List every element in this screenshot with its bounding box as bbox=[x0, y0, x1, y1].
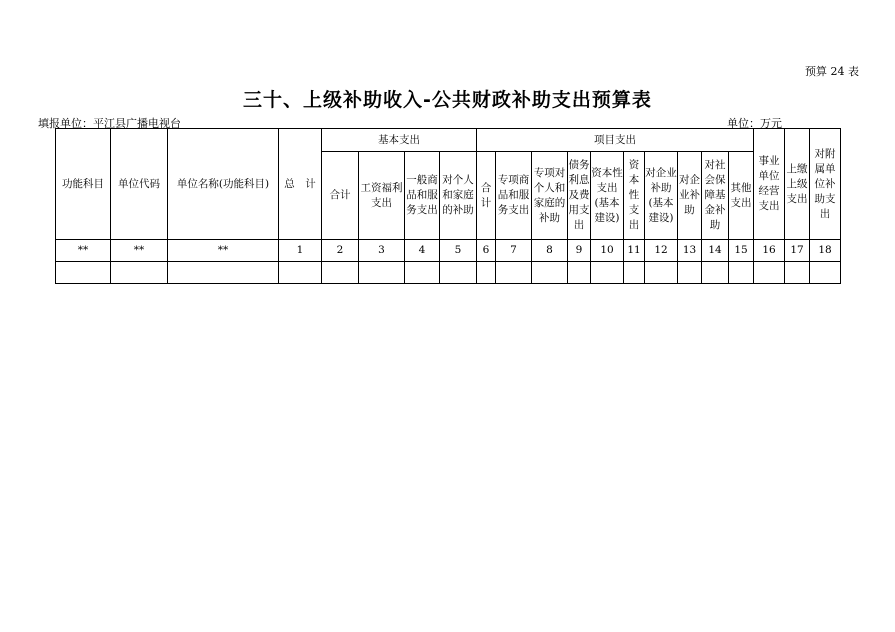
header-wages: 工资福利支出 bbox=[359, 152, 405, 240]
header-unit-name: 单位名称(功能科目) bbox=[168, 129, 279, 240]
header-special-personal: 专项对个人和家庭的补助 bbox=[532, 152, 568, 240]
index-cell: 14 bbox=[702, 240, 729, 262]
data-cell bbox=[678, 262, 702, 284]
data-cell bbox=[477, 262, 496, 284]
header-social-security: 对社会保障基金补助 bbox=[702, 152, 729, 240]
index-cell: 13 bbox=[678, 240, 702, 262]
data-cell bbox=[754, 262, 785, 284]
data-cell bbox=[322, 262, 359, 284]
data-cell bbox=[810, 262, 841, 284]
header-business-expense: 事业单位经营支出 bbox=[754, 129, 785, 240]
index-cell: 10 bbox=[591, 240, 624, 262]
header-upper-payment: 上缴上级支出 bbox=[785, 129, 810, 240]
data-cell bbox=[702, 262, 729, 284]
index-cell: 1 bbox=[279, 240, 322, 262]
data-cell bbox=[496, 262, 532, 284]
header-enterprise: 对企业补助 bbox=[678, 152, 702, 240]
data-cell bbox=[645, 262, 678, 284]
data-cell bbox=[359, 262, 405, 284]
header-basic-group: 基本支出 bbox=[322, 129, 477, 152]
header-project-total: 合计 bbox=[477, 152, 496, 240]
data-cell bbox=[532, 262, 568, 284]
header-row-top bbox=[56, 129, 841, 152]
header-total: 总 计 bbox=[279, 129, 322, 240]
index-cell: 11 bbox=[624, 240, 645, 262]
data-cell bbox=[568, 262, 591, 284]
header-capital-basic: 资本性支出(基本建设) bbox=[591, 152, 624, 240]
index-cell: 18 bbox=[810, 240, 841, 262]
data-cell bbox=[111, 262, 168, 284]
header-affiliated-subsidy: 对附属单位补助支出 bbox=[810, 129, 841, 240]
index-cell: ** bbox=[168, 240, 279, 262]
header-unit-code: 单位代码 bbox=[111, 129, 168, 240]
data-cell bbox=[56, 262, 111, 284]
page-number: 预算 24 表 bbox=[805, 65, 859, 78]
data-cell bbox=[168, 262, 279, 284]
index-cell: 15 bbox=[729, 240, 754, 262]
index-cell: 16 bbox=[754, 240, 785, 262]
index-row bbox=[56, 240, 841, 262]
header-project-group: 项目支出 bbox=[477, 129, 754, 152]
index-cell: 4 bbox=[405, 240, 440, 262]
header-func-subject: 功能科目 bbox=[56, 129, 111, 240]
index-cell: ** bbox=[56, 240, 111, 262]
data-cell bbox=[440, 262, 477, 284]
page-title: 三十、上级补助收入-公共财政补助支出预算表 bbox=[243, 89, 652, 111]
header-capital: 资本性支出 bbox=[624, 152, 645, 240]
header-personal-subsidy: 对个人和家庭的补助 bbox=[440, 152, 477, 240]
index-cell: 8 bbox=[532, 240, 568, 262]
header-special-goods: 专项商品和服务支出 bbox=[496, 152, 532, 240]
data-cell bbox=[405, 262, 440, 284]
index-cell: 5 bbox=[440, 240, 477, 262]
data-cell bbox=[591, 262, 624, 284]
data-cell bbox=[279, 262, 322, 284]
index-cell: 3 bbox=[359, 240, 405, 262]
budget-table bbox=[55, 128, 841, 284]
header-goods-services: 一般商品和服务支出 bbox=[405, 152, 440, 240]
reporting-unit: 填报单位：平江县广播电视台 bbox=[38, 117, 181, 130]
header-enterprise-basic: 对企业补助(基本建设) bbox=[645, 152, 678, 240]
currency-unit: 单位：万元 bbox=[727, 117, 782, 130]
data-row bbox=[56, 262, 841, 284]
header-debt-interest: 债务利息及费用支出 bbox=[568, 152, 591, 240]
index-cell: 6 bbox=[477, 240, 496, 262]
data-cell bbox=[624, 262, 645, 284]
index-cell: 7 bbox=[496, 240, 532, 262]
index-cell: 17 bbox=[785, 240, 810, 262]
header-other: 其他支出 bbox=[729, 152, 754, 240]
index-cell: 2 bbox=[322, 240, 359, 262]
data-cell bbox=[729, 262, 754, 284]
header-basic-total: 合计 bbox=[322, 152, 359, 240]
index-cell: ** bbox=[111, 240, 168, 262]
data-cell bbox=[785, 262, 810, 284]
index-cell: 12 bbox=[645, 240, 678, 262]
index-cell: 9 bbox=[568, 240, 591, 262]
